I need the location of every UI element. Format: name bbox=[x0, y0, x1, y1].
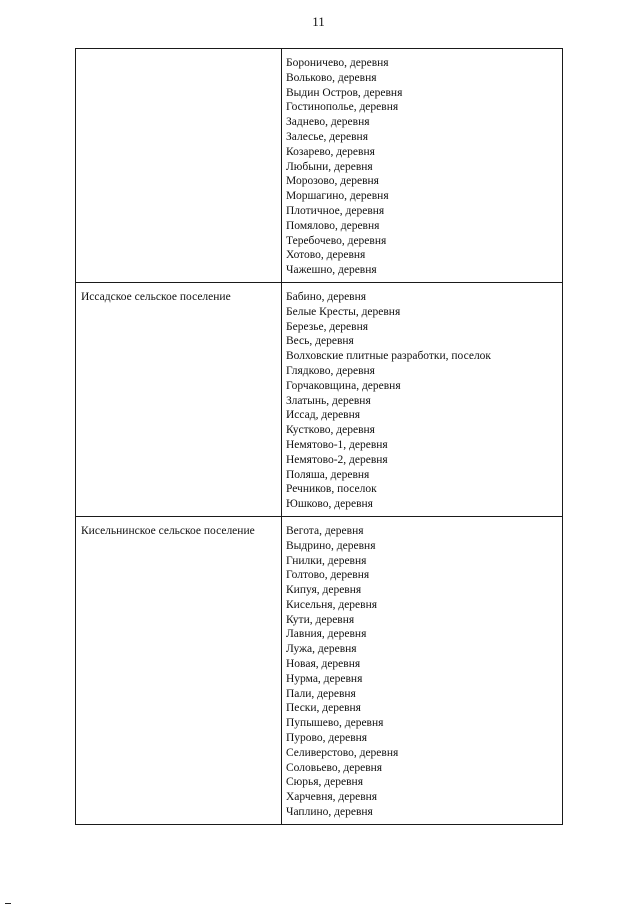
page-number: 11 bbox=[312, 14, 325, 29]
place-item: Лужа, деревня bbox=[286, 643, 357, 656]
place-item: Немятово-2, деревня bbox=[286, 453, 388, 466]
place-item: Новая, деревня bbox=[286, 658, 361, 671]
place-item: Гнилки, деревня bbox=[286, 554, 367, 567]
place-item: Хотово, деревня bbox=[286, 249, 366, 262]
place-item: Иссад, деревня bbox=[286, 409, 361, 422]
place-item: Кустково, деревня bbox=[286, 424, 375, 437]
place-item: Вегота, деревня bbox=[286, 524, 364, 537]
place-item: Златынь, деревня bbox=[286, 394, 371, 407]
place-item: Лавния, деревня bbox=[286, 628, 367, 641]
place-item: Речников, поселок bbox=[286, 483, 377, 496]
place-list bbox=[286, 56, 562, 278]
table-row bbox=[76, 282, 563, 516]
settlement-name-cell bbox=[76, 49, 282, 283]
table-row bbox=[76, 516, 563, 824]
place-item: Вольково, деревня bbox=[286, 71, 377, 84]
place-item: Харчевня, деревня bbox=[286, 791, 378, 804]
place-item: Заднево, деревня bbox=[286, 116, 370, 129]
place-item: Селиверстово, деревня bbox=[286, 746, 399, 759]
place-item: Волховские плитные разработки, поселок bbox=[286, 350, 492, 363]
place-item: Плотичное, деревня bbox=[286, 204, 385, 217]
places-cell bbox=[282, 516, 563, 824]
place-item: Пали, деревня bbox=[286, 687, 356, 700]
place-item: Голтово, деревня bbox=[286, 569, 370, 582]
place-item: Пески, деревня bbox=[286, 702, 361, 715]
place-item: Кисельня, деревня bbox=[286, 598, 378, 611]
place-item: Бороничево, деревня bbox=[286, 57, 389, 69]
place-item: Весь, деревня bbox=[286, 335, 354, 348]
place-item: Пурово, деревня bbox=[286, 732, 368, 745]
place-item: Горчаковщина, деревня bbox=[286, 379, 401, 392]
place-item: Поляша, деревня bbox=[286, 468, 370, 481]
place-item: Сюрья, деревня bbox=[286, 776, 363, 789]
place-item: Любыни, деревня bbox=[286, 160, 373, 173]
place-item: Юшково, деревня bbox=[286, 498, 373, 511]
place-item: Козарево, деревня bbox=[286, 145, 375, 158]
place-item: Моршагино, деревня bbox=[286, 190, 389, 203]
settlement-name-cell: Кисельнинское сельское поселение bbox=[76, 516, 282, 824]
settlements-table bbox=[75, 48, 563, 825]
place-list bbox=[286, 524, 562, 820]
place-item: Кипуя, деревня bbox=[286, 584, 362, 597]
place-item: Немятово-1, деревня bbox=[286, 438, 388, 451]
place-item: Выдрино, деревня bbox=[286, 539, 376, 552]
place-item: Гостинополье, деревня bbox=[286, 101, 399, 114]
place-item: Чаплино, деревня bbox=[286, 806, 373, 819]
place-item: Морозово, деревня bbox=[286, 175, 379, 188]
place-item: Выдин Остров, деревня bbox=[286, 86, 403, 99]
places-cell bbox=[282, 49, 563, 283]
place-item: Березье, деревня bbox=[286, 320, 369, 333]
table-row bbox=[76, 49, 563, 283]
place-item: Залесье, деревня bbox=[286, 130, 368, 143]
place-item: Помялово, деревня bbox=[286, 219, 380, 232]
place-item: Глядково, деревня bbox=[286, 364, 375, 377]
place-item: Теребочево, деревня bbox=[286, 234, 387, 247]
scan-edge-mark bbox=[5, 903, 11, 904]
place-item: Кути, деревня bbox=[286, 613, 355, 626]
place-item: Белые Кресты, деревня bbox=[286, 305, 401, 318]
place-list bbox=[286, 290, 562, 512]
place-item: Бабино, деревня bbox=[286, 290, 367, 303]
settlement-name-cell: Иссадское сельское поселение bbox=[76, 282, 282, 516]
place-item: Нурма, деревня bbox=[286, 672, 363, 685]
place-item: Пупышево, деревня bbox=[286, 717, 384, 730]
place-item: Чажешно, деревня bbox=[286, 264, 377, 277]
place-item: Соловьево, деревня bbox=[286, 761, 383, 774]
places-cell bbox=[282, 282, 563, 516]
